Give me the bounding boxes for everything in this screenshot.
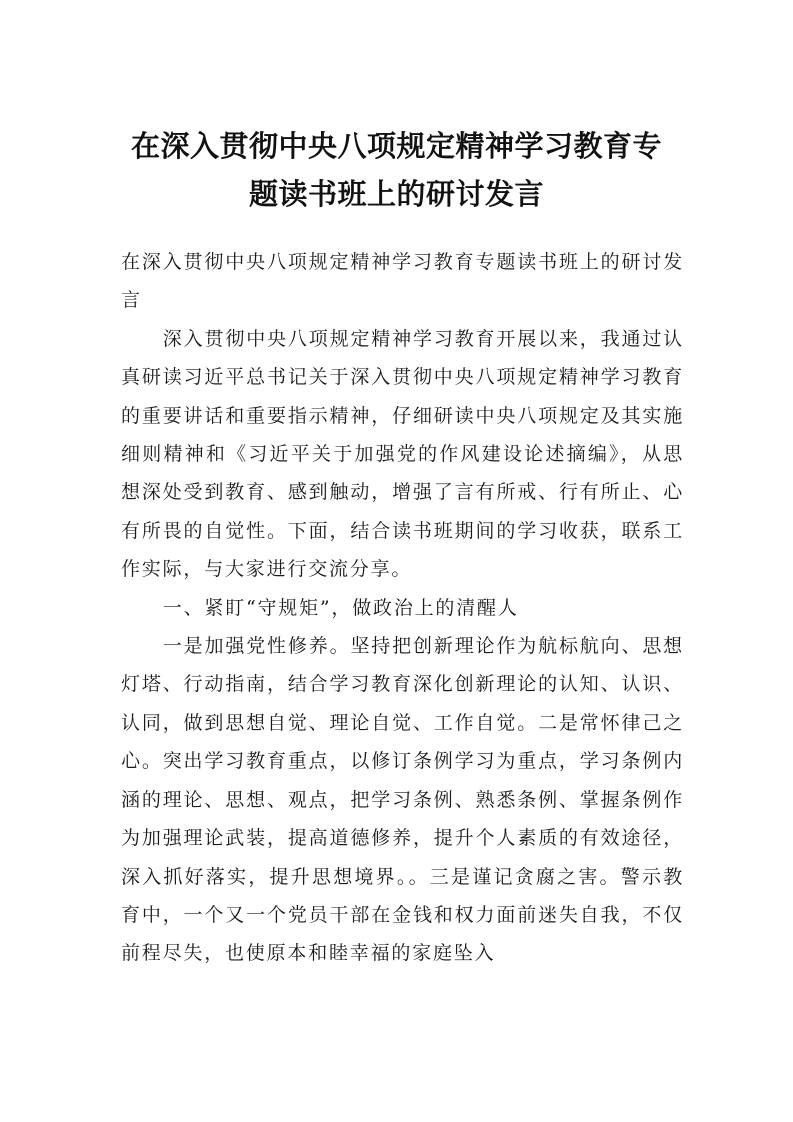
document-title: [110, 122, 683, 218]
intro-paragraph: 深入贯彻中央八项规定精神学习教育开展以来，我通过认真研读习近平总书记关于深入贯彻中央八项规定精神学习教育的重要讲话和重要指示精神，仔细研读中央八项规定及其实施细则精神和《习近平关于加强党的作风建设论述摘编》，从思想深处受到教育、感到触动，增强了言有所戒、行有所止、心有所畏的自觉性。下面，结合读书班期间的学习收获，联系工作实际，与大家进行交流分享。: [121, 327, 684, 581]
subtitle-paragraph: 在深入贯彻中央八项规定精神学习教育专题读书班上的研讨发言: [121, 251, 684, 312]
title-line-1: 在深入贯彻中央八项规定精神学习教育专: [130, 129, 662, 163]
title-line-2: 题读书班上的研讨发言: [248, 177, 544, 211]
section-paragraph-1: 一是加强党性修养。坚持把创新理论作为航标航向、思想灯塔、行动指南，结合学习教育深化创新理论的认知、认识、认同，做到思想自觉、理论自觉、工作自觉。二是常怀律己之心。突出学习教育重点，以修订条例学习为重点，学习条例内涵的理论、思想、观点，把学习条例、熟悉条例、掌握条例作为加强理论武装，提高道德修养，提升个人素质的有效途径，深入抓好落实，提升思想境界。。三是谨记贪腐之害。警示教育中，一个又一个党员干部在金钱和权力面前迷失自我，不仅前程尽失，也使原本和睦幸福的家庭坠入: [121, 635, 684, 965]
section-heading-1: 一、紧盯“守规矩”，做政治上的清醒人: [162, 596, 519, 619]
document-body: [121, 243, 684, 973]
